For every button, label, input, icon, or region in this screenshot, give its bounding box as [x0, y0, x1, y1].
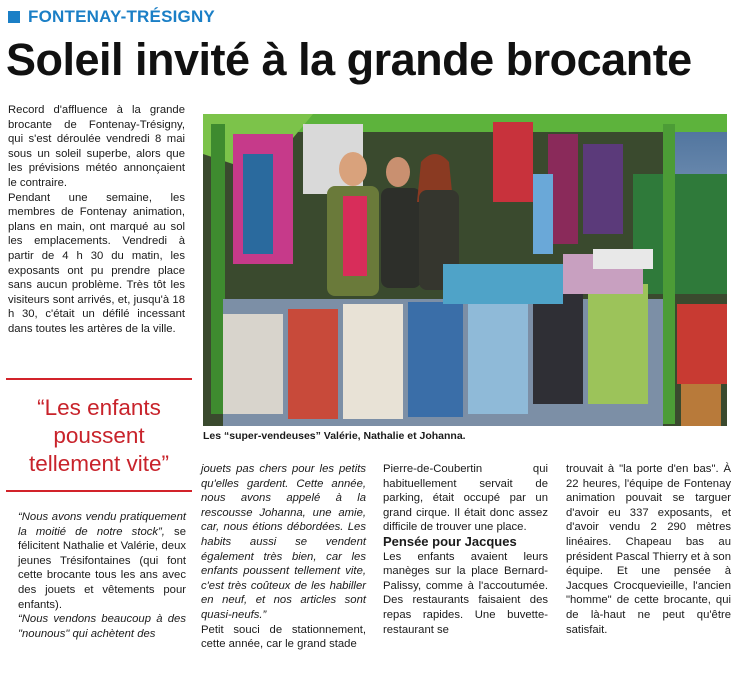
body-column-2	[201, 462, 366, 652]
article-headline: Soleil invité à la grande brocante	[6, 34, 692, 85]
column-2-paragraph-2: Petit souci de stationnement, cette année, car le grand stade	[201, 623, 366, 651]
column-4-paragraph-1: trouvait à "la porte d'en bas". À 22 heures, l'équipe de Fontenay animation pouvait se targuer d'avoir eu 337 exposants, et d'avoir vendu 2 290 mètres linéaires. Chapeau bas au président Pascal Thierry et à son équipe. Et une pensée à Jacques Crocquevieille, l'ancien "homme" de cette brocante, qui de là-haut ne peut qu'être satisfait.	[566, 463, 731, 636]
column-2-paragraph-1: jouets pas chers pour les petits qu'elles gardent. Cette année, nous avons appelé à la rescousse Johanna, une amie, car, nous étions débordées. Les habits aussi se vendent également très bien, car les enfants poussent tellement vite, c'est très coûteux de les habiller en neuf, et nos articles sont quasi-neufs.”	[201, 463, 366, 621]
pull-quote: “Les enfants poussent tellement vite”	[6, 378, 192, 492]
brocante-stall-photo	[203, 114, 727, 426]
quote-lead: “Nous avons vendu pratiquement la moitié de notre stock”,	[18, 511, 186, 538]
body-column-3	[383, 462, 548, 637]
body-column-1	[18, 510, 186, 641]
column-3-paragraph-1: Pierre-de-Coubertin qui habituellement servait de parking, était occupé par un grand cirque. Il était donc assez difficile de trouver une place.	[383, 463, 548, 534]
photo-caption: Les “super-vendeuses” Valérie, Nathalie et Johanna.	[203, 430, 466, 442]
intro-column	[8, 103, 185, 337]
section-kicker	[8, 7, 215, 27]
intro-paragraph-2: Pendant une semaine, les membres de Fontenay animation, plans en main, ont marqué au sol les emplacements. Vendredi à partir de 4 h 30 du matin, les exposants ont pu prendre place sans aucun problème. Très tôt les visiteurs sont arrivés, et, jusqu'à 18 h 30, c'était un défilé incessant dans toutes les artères de la ville.	[8, 191, 185, 335]
kicker-square-icon	[8, 11, 20, 23]
column-1-paragraph-2: “Nous vendons beaucoup à des "nounous" qui achètent des	[18, 613, 186, 640]
body-column-4	[566, 462, 731, 637]
kicker-label: FONTENAY-TRÉSIGNY	[28, 7, 215, 26]
intro-paragraph-1: Record d'affluence à la grande brocante de Fontenay-Trésigny, qui s'est déroulée vendredi 8 mai sous un soleil superbe, alors que les prévisions météo annonçaient le contraire.	[8, 104, 185, 189]
column-3-paragraph-2: Les enfants avaient leurs manèges sur la place Bernard-Palissy, comme à l'accoutumée. Des restaurants faisaient des repas rapides. Une buvette-restaurant se	[383, 550, 548, 636]
column-3-subheading: Pensée pour Jacques	[383, 533, 517, 549]
quote-attribution: se félicitent Nathalie et Valérie, deux jeunes Trésifontaines (qui font cette brocante tous les ans avec des jouets et vêtements pour enfants).	[18, 525, 186, 611]
article-photo	[203, 114, 727, 426]
